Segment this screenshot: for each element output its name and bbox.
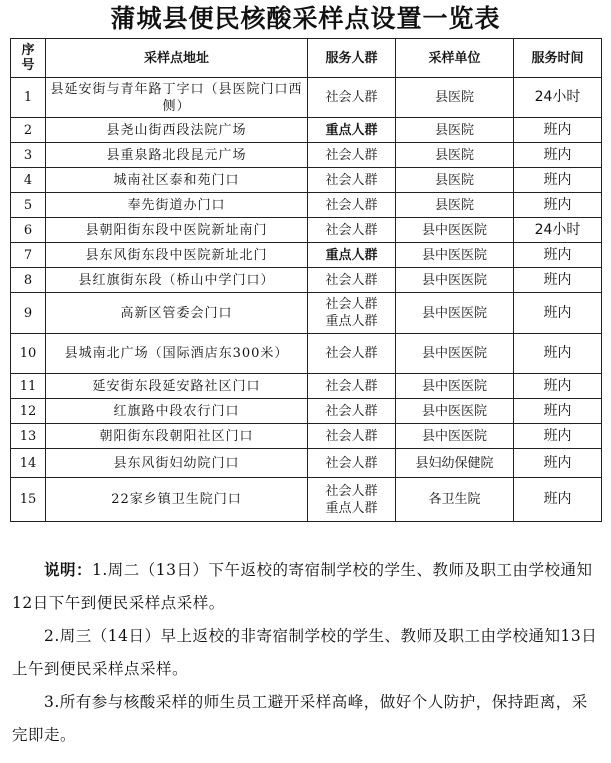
row-group: 社会人群: [308, 168, 396, 193]
row-group: 重点人群: [308, 243, 396, 268]
row-address: 县城南北广场（国际酒店东300米）: [46, 334, 308, 374]
row-group: 社会人群: [308, 193, 396, 218]
table-row: [11, 293, 602, 334]
row-time: 班内: [514, 118, 602, 143]
header-no: [11, 39, 46, 78]
row-time: 班内: [514, 243, 602, 268]
table-row: [11, 424, 602, 449]
row-no: 1: [11, 78, 46, 118]
row-time: 班内: [514, 399, 602, 424]
row-no: 9: [11, 293, 46, 334]
row-no: 6: [11, 218, 46, 243]
table-row: [11, 143, 602, 168]
row-address: 22家乡镇卫生院门口: [46, 478, 308, 522]
row-no: 7: [11, 243, 46, 268]
table-row: [11, 78, 602, 118]
row-group-line2: 重点人群: [325, 314, 378, 329]
row-time: 班内: [514, 168, 602, 193]
table-row: [11, 399, 602, 424]
table-row: [11, 334, 602, 374]
row-unit: 县医院: [396, 143, 514, 168]
row-unit: 县医院: [396, 193, 514, 218]
row-address: 延安街东段延安路社区门口: [46, 374, 308, 399]
sampling-sites-table: [10, 38, 602, 522]
row-unit: 县中医医院: [396, 218, 514, 243]
notes-section: [12, 554, 601, 752]
row-unit: 县医院: [396, 168, 514, 193]
row-unit: 县中医医院: [396, 334, 514, 374]
row-address: 县红旗街东段（桥山中学门口）: [46, 268, 308, 293]
row-unit: 县中医医院: [396, 399, 514, 424]
row-address: 县尧山街西段法院广场: [46, 118, 308, 143]
row-time: 班内: [514, 424, 602, 449]
row-group: 社会人群: [308, 218, 396, 243]
row-time: 班内: [514, 143, 602, 168]
row-unit: 县医院: [396, 118, 514, 143]
row-address: 县朝阳街东段中医院新址南门: [46, 218, 308, 243]
header-group: 服务人群: [308, 39, 396, 78]
row-group: 社会人群: [308, 424, 396, 449]
row-no: 14: [11, 449, 46, 478]
row-no: 2: [11, 118, 46, 143]
table-row: [11, 268, 602, 293]
row-group: 社会人群: [308, 334, 396, 374]
table-header-row: [11, 39, 602, 78]
row-unit: 县医院: [396, 78, 514, 118]
row-group-line2: 重点人群: [325, 500, 378, 516]
header-unit: 采样单位: [396, 39, 514, 78]
page-title: 蒲城县便民核酸采样点设置一览表: [110, 4, 501, 33]
row-group: 社会人群: [308, 449, 396, 478]
note-1: [12, 554, 601, 620]
row-group: 社会人群: [308, 268, 396, 293]
row-address: 县重泉路北段昆元广场: [46, 143, 308, 168]
table-row: [11, 374, 602, 399]
row-time: 班内: [514, 334, 602, 374]
row-address: 朝阳街东段朝阳社区门口: [46, 424, 308, 449]
row-group: 重点人群: [308, 118, 396, 143]
row-group-line1: 社会人群: [325, 297, 378, 312]
note-3: 3.所有参与核酸采样的师生员工避开采样高峰，做好个人防护，保持距离，采完即走。: [12, 693, 588, 744]
row-unit: 县中医医院: [396, 243, 514, 268]
header-address: 采样点地址: [46, 39, 308, 78]
table-row: [11, 243, 602, 268]
row-address: 城南社区泰和苑门口: [46, 168, 308, 193]
table-row: [11, 118, 602, 143]
row-no: 12: [11, 399, 46, 424]
row-no: 8: [11, 268, 46, 293]
row-address: 县延安街与青年路丁字口（县医院门口西侧）: [46, 78, 308, 118]
row-group: 社会人群: [308, 78, 396, 118]
header-time: 服务时间: [514, 39, 602, 78]
row-address: 红旗路中段农行门口: [46, 399, 308, 424]
row-time: 班内: [514, 268, 602, 293]
table-row: [11, 478, 602, 522]
row-group: 社会人群: [308, 374, 396, 399]
row-unit: 县妇幼保健院: [396, 449, 514, 478]
header-no-line2: 号: [21, 58, 35, 73]
row-address: 高新区管委会门口: [46, 293, 308, 334]
row-address: 奉先街道办门口: [46, 193, 308, 218]
note-1-text: 1.周二（13日）下午返校的寄宿制学校的学生、教师及职工由学校通知12日下午到便民采样点采样。: [12, 561, 593, 612]
row-group: [308, 293, 396, 334]
row-time: 班内: [514, 293, 602, 334]
row-group-line1: 社会人群: [325, 483, 378, 499]
note-2: 2.周三（14日）早上返校的非寄宿制学校的学生、教师及职工由学校通知13日上午到便民采样点采样。: [12, 627, 598, 678]
row-unit: 各卫生院: [396, 478, 514, 522]
table-row: [11, 449, 602, 478]
row-unit: 县中医医院: [396, 374, 514, 399]
row-no: 15: [11, 478, 46, 522]
row-no: 4: [11, 168, 46, 193]
row-unit: 县中医医院: [396, 268, 514, 293]
row-time: 班内: [514, 478, 602, 522]
row-group: [308, 478, 396, 522]
row-no: 3: [11, 143, 46, 168]
row-time: 班内: [514, 449, 602, 478]
notes-lead: 说明：: [44, 561, 93, 579]
table-row: [11, 218, 602, 243]
row-no: 5: [11, 193, 46, 218]
row-time: 24小时: [514, 78, 602, 118]
row-group: 社会人群: [308, 399, 396, 424]
row-address: 县东风街妇幼院门口: [46, 449, 308, 478]
header-no-line1: 序: [21, 43, 35, 58]
row-no: 13: [11, 424, 46, 449]
row-time: 班内: [514, 374, 602, 399]
row-group: 社会人群: [308, 143, 396, 168]
row-no: 10: [11, 334, 46, 374]
row-time: 24小时: [514, 218, 602, 243]
table-row: [11, 168, 602, 193]
row-unit: 县中医医院: [396, 293, 514, 334]
row-address: 县东风街东段中医院新址北门: [46, 243, 308, 268]
row-no: 11: [11, 374, 46, 399]
table-row: [11, 193, 602, 218]
row-unit: 县中医医院: [396, 424, 514, 449]
row-time: 班内: [514, 193, 602, 218]
